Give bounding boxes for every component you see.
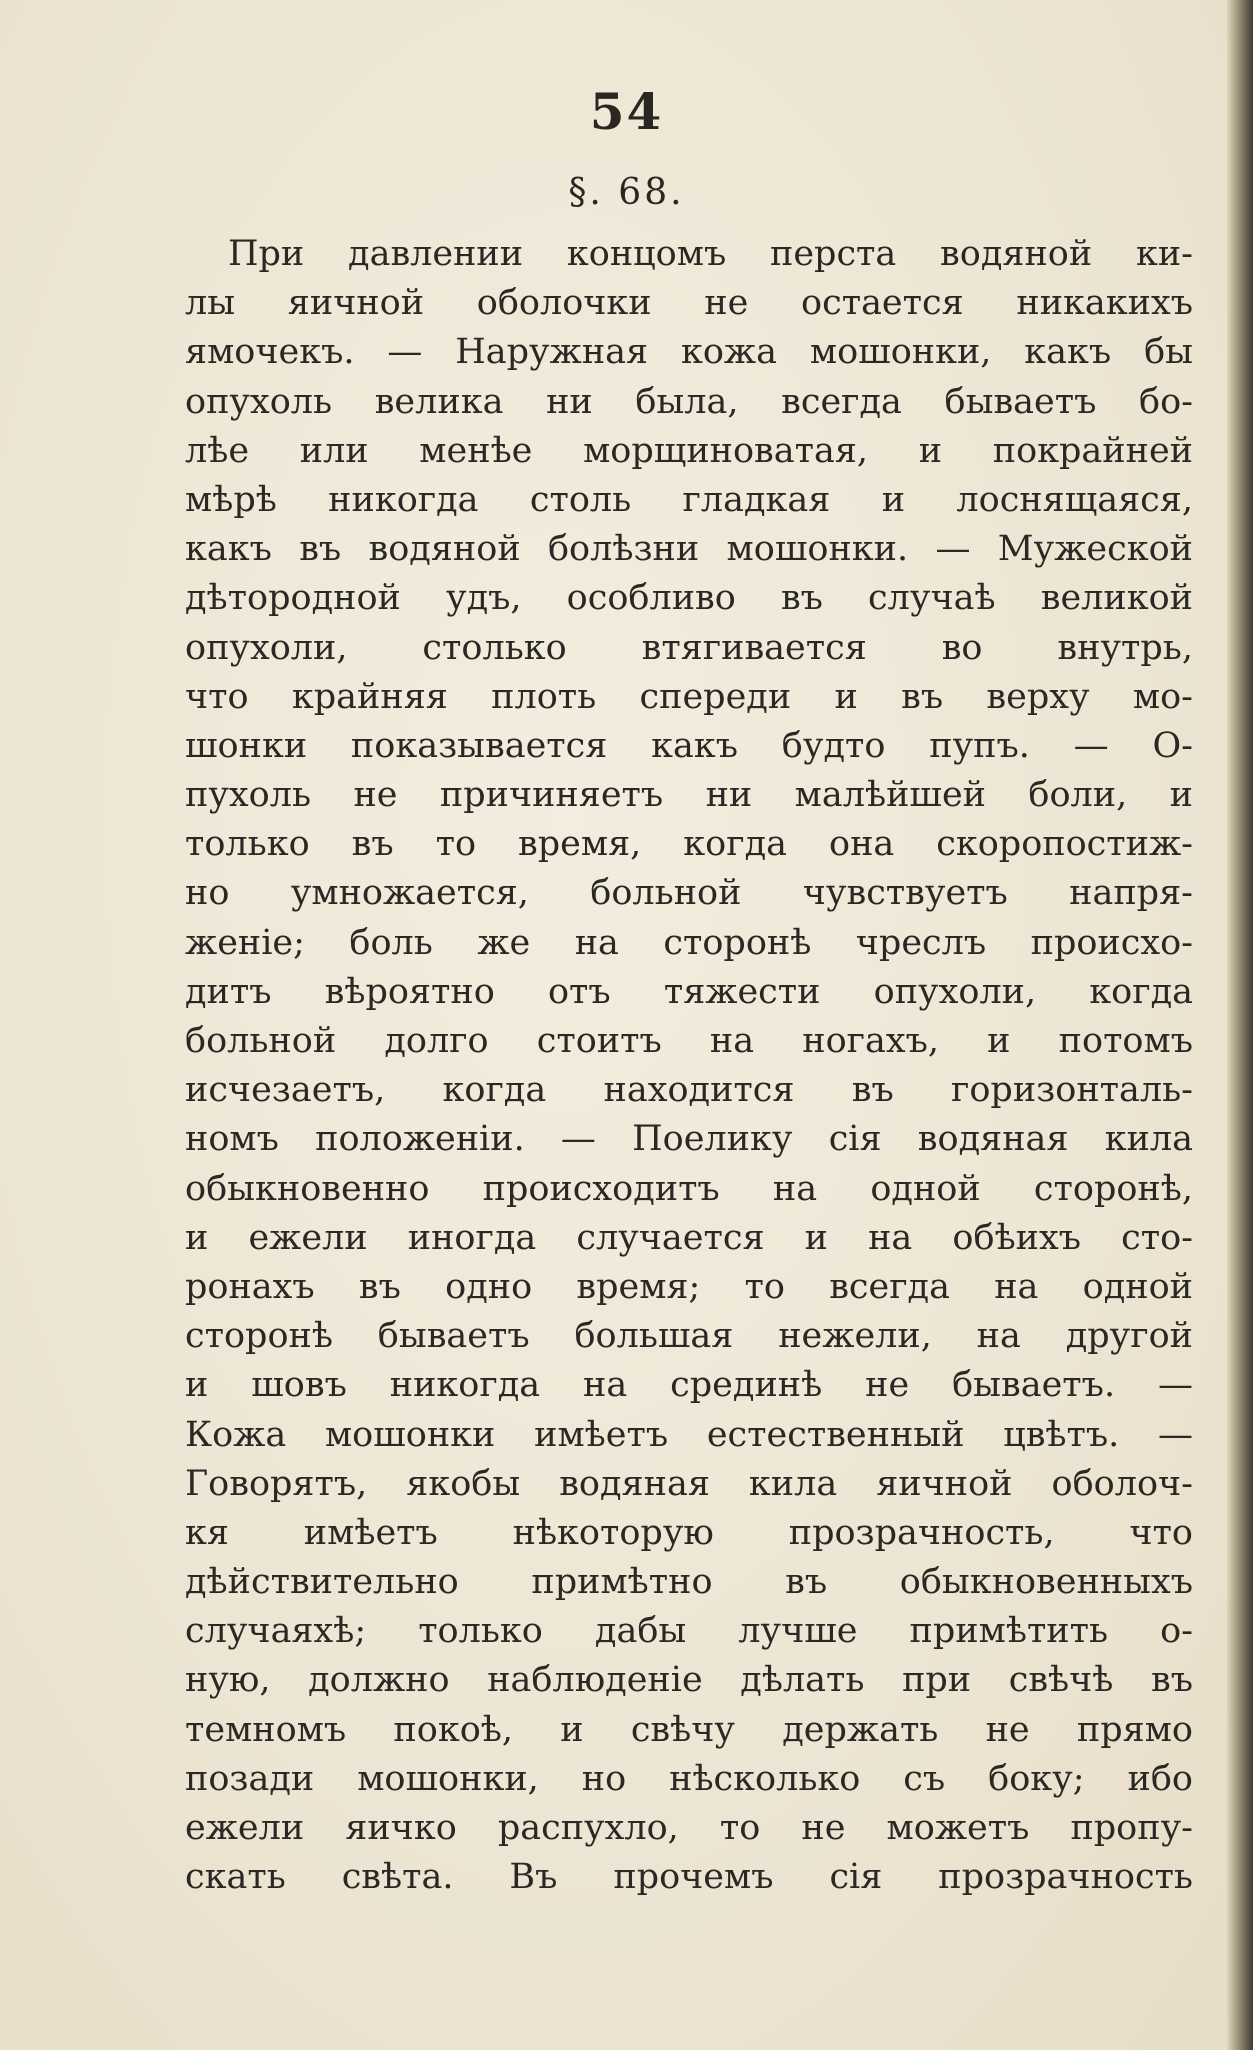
text-line: дитъ вѣроятно отъ тяжести опухоли, когда bbox=[185, 971, 1193, 1012]
text-line: обыкновенно происходитъ на одной сторонѣ, bbox=[185, 1168, 1193, 1209]
text-line: опухоли, столько втягивается во внутрь, bbox=[185, 627, 1193, 668]
body-text bbox=[185, 230, 1193, 1902]
text-line: больной долго стоитъ на ногахъ, и потомъ bbox=[185, 1021, 1193, 1061]
text-line: позади мошонки, но нѣсколько съ боку; ибо bbox=[185, 1758, 1193, 1799]
text-line: ямочекъ. — Наружная кожа мошонки, какъ бы bbox=[185, 332, 1193, 373]
text-line: дѣтородной удъ, особливо въ случаѣ великой bbox=[185, 578, 1193, 619]
text-line: кя имѣетъ нѣкоторую прозрачность, что bbox=[185, 1512, 1193, 1553]
text-line: что крайняя плоть спереди и въ верху мо- bbox=[185, 676, 1193, 717]
text-line: номъ положеніи. — Поелику сія водяная кила bbox=[185, 1119, 1193, 1160]
text-line: исчезаетъ, когда находится въ горизонталь- bbox=[185, 1070, 1193, 1111]
text-line: лы яичной оболочки не остается никакихъ bbox=[185, 283, 1193, 324]
page-edge-shadow bbox=[1227, 0, 1253, 2050]
section-heading: §. 68. bbox=[568, 172, 685, 213]
text-line: ежели яичко распухло, то не можетъ пропу- bbox=[185, 1808, 1193, 1848]
text-line: темномъ покоѣ, и свѣчу держать не прямо bbox=[185, 1709, 1193, 1750]
text-line: опухоль велика ни была, всегда бываетъ бо- bbox=[185, 381, 1193, 422]
text-line: ронахъ въ одно время; то всегда на одной bbox=[185, 1266, 1193, 1307]
text-line: При давлении концомъ перста водяной ки- bbox=[228, 234, 1193, 274]
text-line: женіе; боль же на сторонѣ чреслъ происхо- bbox=[185, 922, 1193, 963]
text-line: только въ то время, когда она скоропостиж- bbox=[185, 824, 1193, 865]
text-line: лѣе или менѣе морщиноватая, и покрайней bbox=[185, 430, 1193, 471]
text-line: мѣрѣ никогда столь гладкая и лоснящаяся, bbox=[185, 479, 1193, 520]
text-line: но умножается, больной чувствуетъ напря- bbox=[185, 873, 1193, 914]
text-line: Говорятъ, якобы водяная кила яичной оболоч- bbox=[185, 1463, 1193, 1504]
text-line: скать свѣта. Въ прочемъ сія прозрачность bbox=[185, 1857, 1193, 1898]
page-number: 54 bbox=[589, 82, 664, 141]
text-line: Кожа мошонки имѣетъ естественный цвѣтъ. — bbox=[185, 1414, 1193, 1455]
text-line: и ежели иногда случается и на обѣихъ сто- bbox=[185, 1217, 1193, 1258]
text-line: ную, должно наблюденіе дѣлать при свѣчѣ въ bbox=[185, 1660, 1193, 1701]
text-line: какъ въ водяной болѣзни мошонки. — Мужеской bbox=[185, 529, 1193, 570]
text-line: и шовъ никогда на срединѣ не бываетъ. — bbox=[185, 1365, 1193, 1406]
text-line: случаяхѣ; только дабы лучше примѣтить о- bbox=[185, 1611, 1193, 1652]
text-line: сторонѣ бываетъ большая нежели, на другой bbox=[185, 1316, 1193, 1357]
text-line: пухоль не причиняетъ ни малѣйшей боли, и bbox=[185, 775, 1193, 816]
text-line: шонки показывается какъ будто пупъ. — О- bbox=[185, 725, 1193, 766]
text-line: дѣйствительно примѣтно въ обыкновенныхъ bbox=[185, 1562, 1193, 1603]
